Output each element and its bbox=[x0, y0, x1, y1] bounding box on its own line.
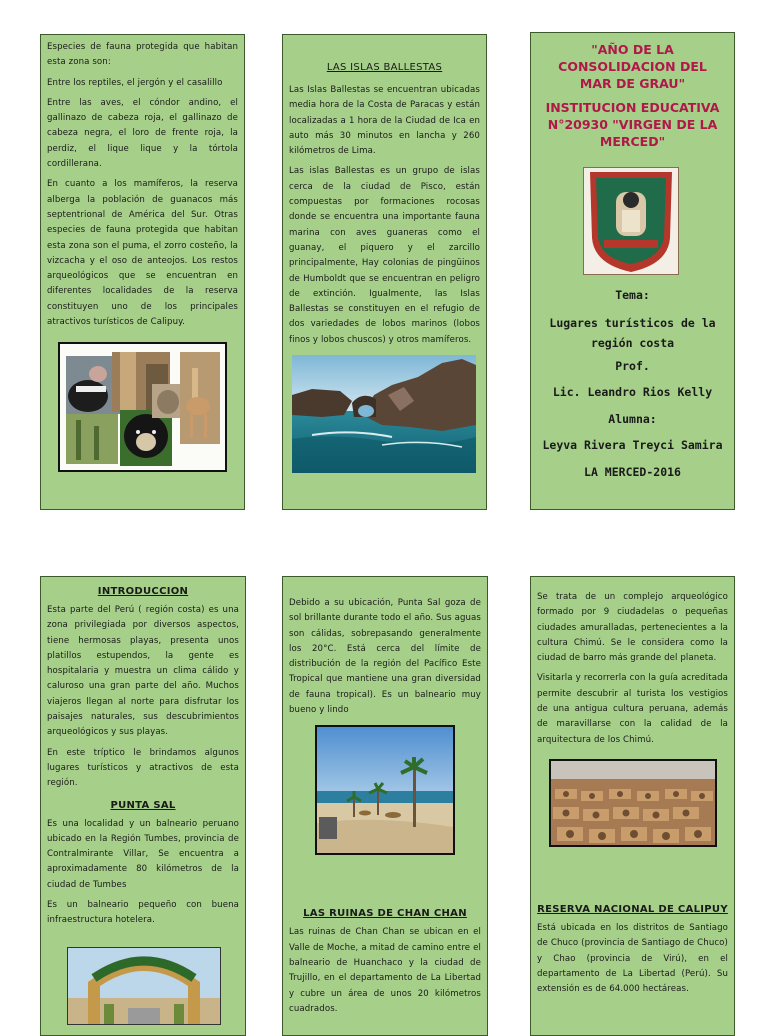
calipuy-heading: RESERVA NACIONAL DE CALIPUY bbox=[537, 903, 728, 915]
fauna-mammals-text: En cuanto a los mamíferos, la reserva alberga la población de guanacos más septentrional de América del Sur. Otras especies de fauna protegida que habitan esta zona son el puma, el zorro costeño, la vizcacha y el oso de anteojos. Los restos arqueológicos que se encuentran en diferentes localidades de la reserva constituyen uno de los principales atractivos turísticos de Calipuy. bbox=[47, 179, 238, 328]
punta-sal-arch-image bbox=[67, 947, 221, 1025]
school-logo bbox=[583, 167, 679, 275]
panel-punta-sal-chan-chan bbox=[282, 576, 488, 1036]
chan-chan-complex-text: Se trata de un complejo arqueológico formado por 9 ciudadelas o pequeñas ciudades amuralladas, pertenecientes a la cultura Chimú. Se le considera como la ciudad de barro más grande del planeta. bbox=[537, 592, 728, 664]
place-year: LA MERCED-2016 bbox=[584, 465, 681, 479]
punta-sal-location-text: Es una localidad y un balneario peruano ubicado en la Región Tumbes, provincia de Contralmirante Villar, Se encuentra a aproximadamente 80 kilómetros de la ciudad de Tumbes bbox=[47, 818, 239, 890]
panel-chan-chan-calipuy bbox=[530, 576, 735, 1036]
wildlife-collage-image bbox=[58, 342, 227, 472]
punta-sal-heading: PUNTA SAL bbox=[110, 799, 176, 811]
alumna-name: Leyva Rivera Treyci Samira bbox=[542, 438, 723, 452]
chan-chan-visit-text: Visitarla y recorrerla con la guía acreditada permite descubrir al turista los vestigios de una antigua cultura peruana, además de maravillarse con la calidad de la arquitectura de los Chimú. bbox=[537, 673, 728, 745]
islas-location-text: Las Islas Ballestas se encuentran ubicadas media hora de la Costa de Paracas y están localizadas a 1 hora de la Ciudad de Ica en auto más 30 minutos en lancha y 260 kilómetros de Lima. bbox=[289, 85, 480, 157]
panel-introduccion bbox=[40, 576, 246, 1036]
panel-cover bbox=[530, 32, 735, 510]
punta-sal-climate-text: Debido a su ubicación, Punta Sal goza de sol brillante durante todo el año. Sus aguas son cálidas, sobrepasando generalmente los 20°C. Está cerca del límite de distribución de la región del Pacífico Este Tropical que mantiene una gran diversidad de fauna tropical). Es un balneario muy bueno y lindo bbox=[289, 598, 481, 716]
triptico-text: En este tríptico le brindamos algunos lugares turísticos y atractivos de esta región. bbox=[47, 747, 239, 789]
tema-label: Tema: bbox=[615, 288, 650, 302]
chan-chan-ruins-photo bbox=[549, 759, 717, 847]
islas-ballestas-photo bbox=[292, 355, 476, 473]
introduccion-text: Esta parte del Perú ( región costa) es una zona privilegiada por diversos aspectos, tiene hermosas playas, presenta unos platillos estupendos, la gente es hospitalaria y muestra un clima cálido y caluroso una gran parte del año. Muchos viajeros llegan al norte para disfrutar los paisajes naturales, sus descubrimientos arqueológicos y sus playas. bbox=[47, 605, 239, 738]
calipuy-location-text: Está ubicada en los distritos de Santiago de Chuco (provincia de Santiago de Chuco) y Chao (provincia de Virú), en el departamento de La Libertad (Perú). Su extensión es de 64.000 hectáreas. bbox=[537, 922, 728, 995]
islas-description-text: Las islas Ballestas es un grupo de islas cerca de la ciudad de Pisco, están compuestas por formaciones rocosas donde se encuentra una importante fauna marina con aves guaneras como el guanay, el piquero y el zarcillo principalmente, Hay colonias de pingüinos de Humboldt que se encuentran en peligro de extinción. Igualmente, las Islas Ballestas se constituyen en el refugio de dos variedades de lobos marinos (lobos finos y lobos chuscos) y otros mamíferos. bbox=[289, 166, 480, 345]
introduccion-heading: INTRODUCCION bbox=[97, 586, 189, 597]
tema-text: Lugares turísticos de la región costa bbox=[549, 316, 716, 350]
fauna-birds-text: Entre las aves, el cóndor andino, el gallinazo de cabeza roja, el gallinazo de cabeza negra, el loro de frente roja, la perdiz, el lique lique y la tórtola cordillerana. bbox=[47, 97, 238, 170]
cover-school-name: INSTITUCION EDUCATIVA N°20930 "VIRGEN DE LA MERCED" bbox=[545, 100, 720, 149]
fauna-intro-text: Especies de fauna protegida que habitan esta zona son: bbox=[47, 42, 238, 68]
chan-chan-location-text: Las ruinas de Chan Chan se ubican en el Valle de Moche, a mitad de camino entre el balneario de Huanchaco y la ciudad de Trujillo, en el departamento de La Libertad y cubre un área de unos 20 kilómetros cuadrados. bbox=[289, 927, 481, 1014]
cover-year-title: "AÑO DE LA CONSOLIDACION DEL MAR DE GRAU" bbox=[558, 42, 707, 91]
prof-label: Prof. bbox=[615, 359, 650, 373]
panel-islas-ballestas bbox=[282, 34, 487, 510]
prof-name: Lic. Leandro Rios Kelly bbox=[552, 385, 713, 399]
punta-sal-beach-photo bbox=[315, 725, 455, 855]
alumna-label: Alumna: bbox=[608, 412, 657, 426]
chan-chan-heading: LAS RUINAS DE CHAN CHAN bbox=[303, 908, 467, 920]
panel-fauna-calipuy bbox=[40, 34, 245, 510]
punta-sal-hotel-text: Es un balneario pequeño con buena infraestructura hotelera. bbox=[47, 900, 239, 926]
fauna-reptiles-text: Entre los reptiles, el jergón y el casalillo bbox=[47, 77, 223, 88]
islas-ballestas-heading: LAS ISLAS BALLESTAS bbox=[326, 62, 443, 73]
